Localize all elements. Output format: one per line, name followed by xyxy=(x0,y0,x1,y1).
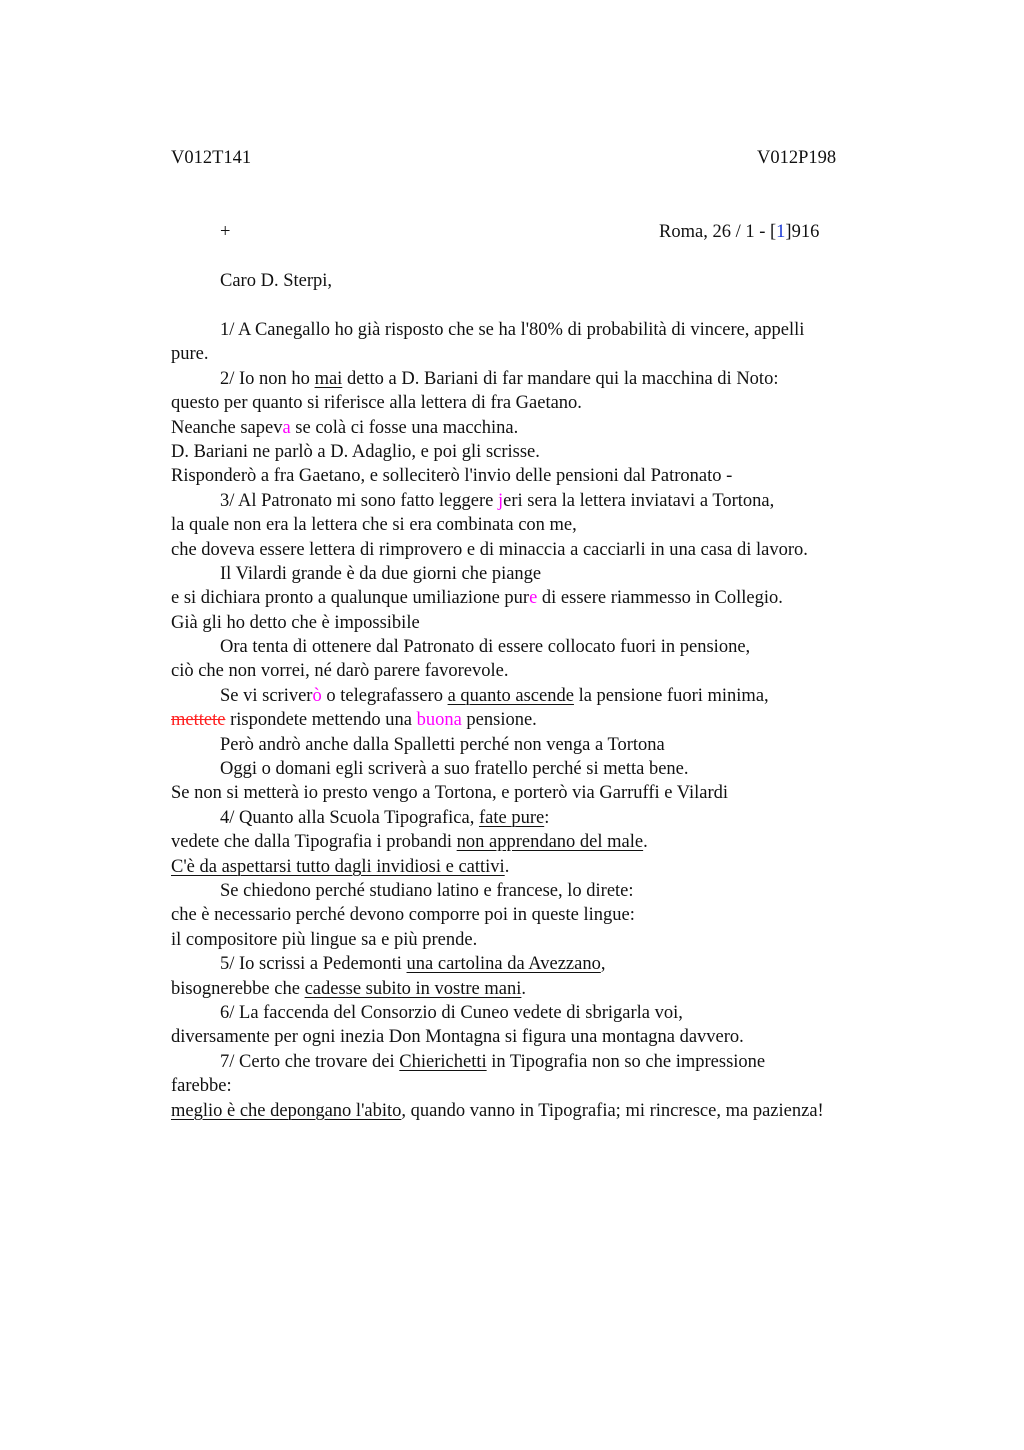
letter-line xyxy=(171,855,911,879)
letter-line xyxy=(171,318,911,342)
letter-line xyxy=(171,781,911,805)
text-segment: 6/ La faccenda del Consorzio di Cuneo vedete di sbrigarla voi, xyxy=(220,1002,683,1023)
inserted-text: j xyxy=(497,490,504,511)
underlined-text: fate pure xyxy=(478,807,545,828)
letter-line xyxy=(171,489,911,513)
letter-line xyxy=(171,830,911,854)
letter-line xyxy=(171,757,911,781)
letter-line xyxy=(171,659,911,683)
inserted-text: e xyxy=(529,588,538,609)
text-segment: pensione. xyxy=(461,710,537,731)
letter-line xyxy=(171,684,911,708)
text-segment: detto a D. Bariani di far mandare qui la macchina di Noto: xyxy=(342,368,779,389)
text-segment: bisognerebbe che xyxy=(171,978,305,999)
text-segment: . xyxy=(521,978,527,999)
letter-line xyxy=(171,342,911,366)
text-segment: 7/ Certo che trovare dei xyxy=(220,1051,400,1072)
salutation: Caro D. Sterpi, xyxy=(220,271,333,291)
text-segment: D. Bariani ne parlò a D. Adaglio, e poi gli scrisse. xyxy=(171,441,540,462)
letter-line xyxy=(171,1025,911,1049)
text-segment: di essere riammesso in Collegio. xyxy=(537,588,783,609)
letter-line xyxy=(171,513,911,537)
text-segment: farebbe: xyxy=(171,1076,232,1097)
letter-line xyxy=(171,952,911,976)
letter-line xyxy=(171,1050,911,1074)
letter-line xyxy=(171,538,911,562)
date-prefix: Roma, 26 / 1 - [ xyxy=(659,222,777,242)
underlined-text: C'è da aspettarsi tutto dagli invidiosi e cattivi xyxy=(171,856,505,877)
text-segment: Ora tenta di ottenere dal Patronato di essere collocato fuori in pensione, xyxy=(220,637,751,658)
letter-line xyxy=(171,1001,911,1025)
text-segment: o telegrafassero xyxy=(321,685,448,706)
letter-line xyxy=(171,1074,911,1098)
letter-line xyxy=(171,391,911,415)
underlined-text: Chierichetti xyxy=(399,1051,487,1072)
inserted-text: ò xyxy=(312,685,322,706)
letter-line xyxy=(171,903,911,927)
letter-body xyxy=(171,318,911,1123)
deleted-text: mettete xyxy=(171,710,226,731)
letter-line xyxy=(171,562,911,586)
underlined-text: cadesse subito in vostre mani xyxy=(304,978,522,999)
date-editorial-digit: 1 xyxy=(776,222,786,242)
letter-line xyxy=(171,416,911,440)
letter-line xyxy=(171,464,911,488)
text-segment: diversamente per ogni inezia Don Montagna si figura una montagna davvero. xyxy=(171,1027,744,1048)
text-segment: la quale non era la lettera che si era combinata con me, xyxy=(171,515,577,536)
letter-line xyxy=(171,440,911,464)
text-segment: Se non si metterà io presto vengo a Tortona, e porterò via Garruffi e Vilardi xyxy=(171,783,729,804)
letter-line xyxy=(171,635,911,659)
text-segment: 4/ Quanto alla Scuola Tipografica, xyxy=(220,807,479,828)
letter-line xyxy=(171,611,911,635)
date-suffix: ]916 xyxy=(785,222,820,242)
letter-line xyxy=(171,879,911,903)
text-segment: questo per quanto si riferisce alla lettera di fra Gaetano. xyxy=(171,393,582,414)
underlined-text: a quanto ascende xyxy=(447,685,574,706)
inserted-text: a xyxy=(282,417,291,438)
text-segment: Se chiedono perché studiano latino e francese, lo direte: xyxy=(220,880,634,901)
text-segment: 5/ Io scrissi a Pedemonti xyxy=(220,954,407,975)
text-segment: Risponderò a fra Gaetano, e solleciterò l'invio delle pensioni dal Patronato - xyxy=(171,466,733,487)
text-segment: Però andrò anche dalla Spalletti perché non venga a Tortona xyxy=(220,734,665,755)
text-segment: pure. xyxy=(171,344,209,365)
underlined-text: non apprendano del male xyxy=(456,832,644,853)
letter-line xyxy=(171,367,911,391)
text-segment: . xyxy=(643,832,648,853)
text-segment: : xyxy=(544,807,550,828)
text-segment: e si dichiara pronto a qualunque umiliazione pur xyxy=(171,588,530,609)
text-segment: eri sera la lettera inviatavi a Tortona, xyxy=(503,490,775,511)
document-code-left: V012T141 xyxy=(171,148,252,168)
text-segment: Neanche sapev xyxy=(171,417,283,438)
text-segment: 3/ Al Patronato mi sono fatto leggere xyxy=(220,490,498,511)
text-segment: la pensione fuori minima, xyxy=(573,685,769,706)
letter-line xyxy=(171,1099,911,1123)
inserted-text: buona xyxy=(416,710,462,731)
text-segment: il compositore più lingue sa e più prende. xyxy=(171,929,478,950)
text-segment: . xyxy=(504,856,510,877)
text-segment: che doveva essere lettera di rimprovero e di minaccia a cacciarli in una casa di lavoro. xyxy=(171,539,808,560)
underlined-text: meglio è che depongano l'abito xyxy=(171,1100,402,1121)
letter-line xyxy=(171,586,911,610)
text-segment: , quando vanno in Tipografia; mi rincresce, ma pazienza! xyxy=(401,1100,824,1121)
underlined-text: una cartolina da Avezzano xyxy=(406,954,601,975)
text-segment: Oggi o domani egli scriverà a suo fratello perché si metta bene. xyxy=(220,759,689,780)
text-segment: 2/ Io non ho xyxy=(220,368,315,389)
letter-line xyxy=(171,733,911,757)
letter-line xyxy=(171,928,911,952)
text-segment: Se vi scriver xyxy=(220,685,313,706)
text-segment: , xyxy=(600,954,606,975)
letter-line xyxy=(171,806,911,830)
text-segment: Il Vilardi grande è da due giorni che piange xyxy=(220,563,542,584)
cross-mark: + xyxy=(220,222,231,242)
text-segment: Già gli ho detto che è impossibile xyxy=(171,612,420,633)
text-segment: in Tipografia non so che impressione xyxy=(486,1051,766,1072)
letter-line xyxy=(171,977,911,1001)
text-segment: rispondete mettendo una xyxy=(225,710,417,731)
text-segment: 1/ A Canegallo ho già risposto che se ha l'80% di probabilità di vincere, appelli xyxy=(220,320,805,340)
text-segment: che è necessario perché devono comporre poi in queste lingue: xyxy=(171,905,635,926)
text-segment: ciò che non vorrei, né darò parere favorevole. xyxy=(171,661,509,682)
document-code-right: V012P198 xyxy=(757,148,837,168)
text-segment: vedete che dalla Tipografia i probandi xyxy=(171,832,457,853)
underlined-text: mai xyxy=(314,368,343,389)
dateline xyxy=(659,221,819,243)
letter-line xyxy=(171,708,911,732)
text-segment: se colà ci fosse una macchina. xyxy=(290,417,519,438)
